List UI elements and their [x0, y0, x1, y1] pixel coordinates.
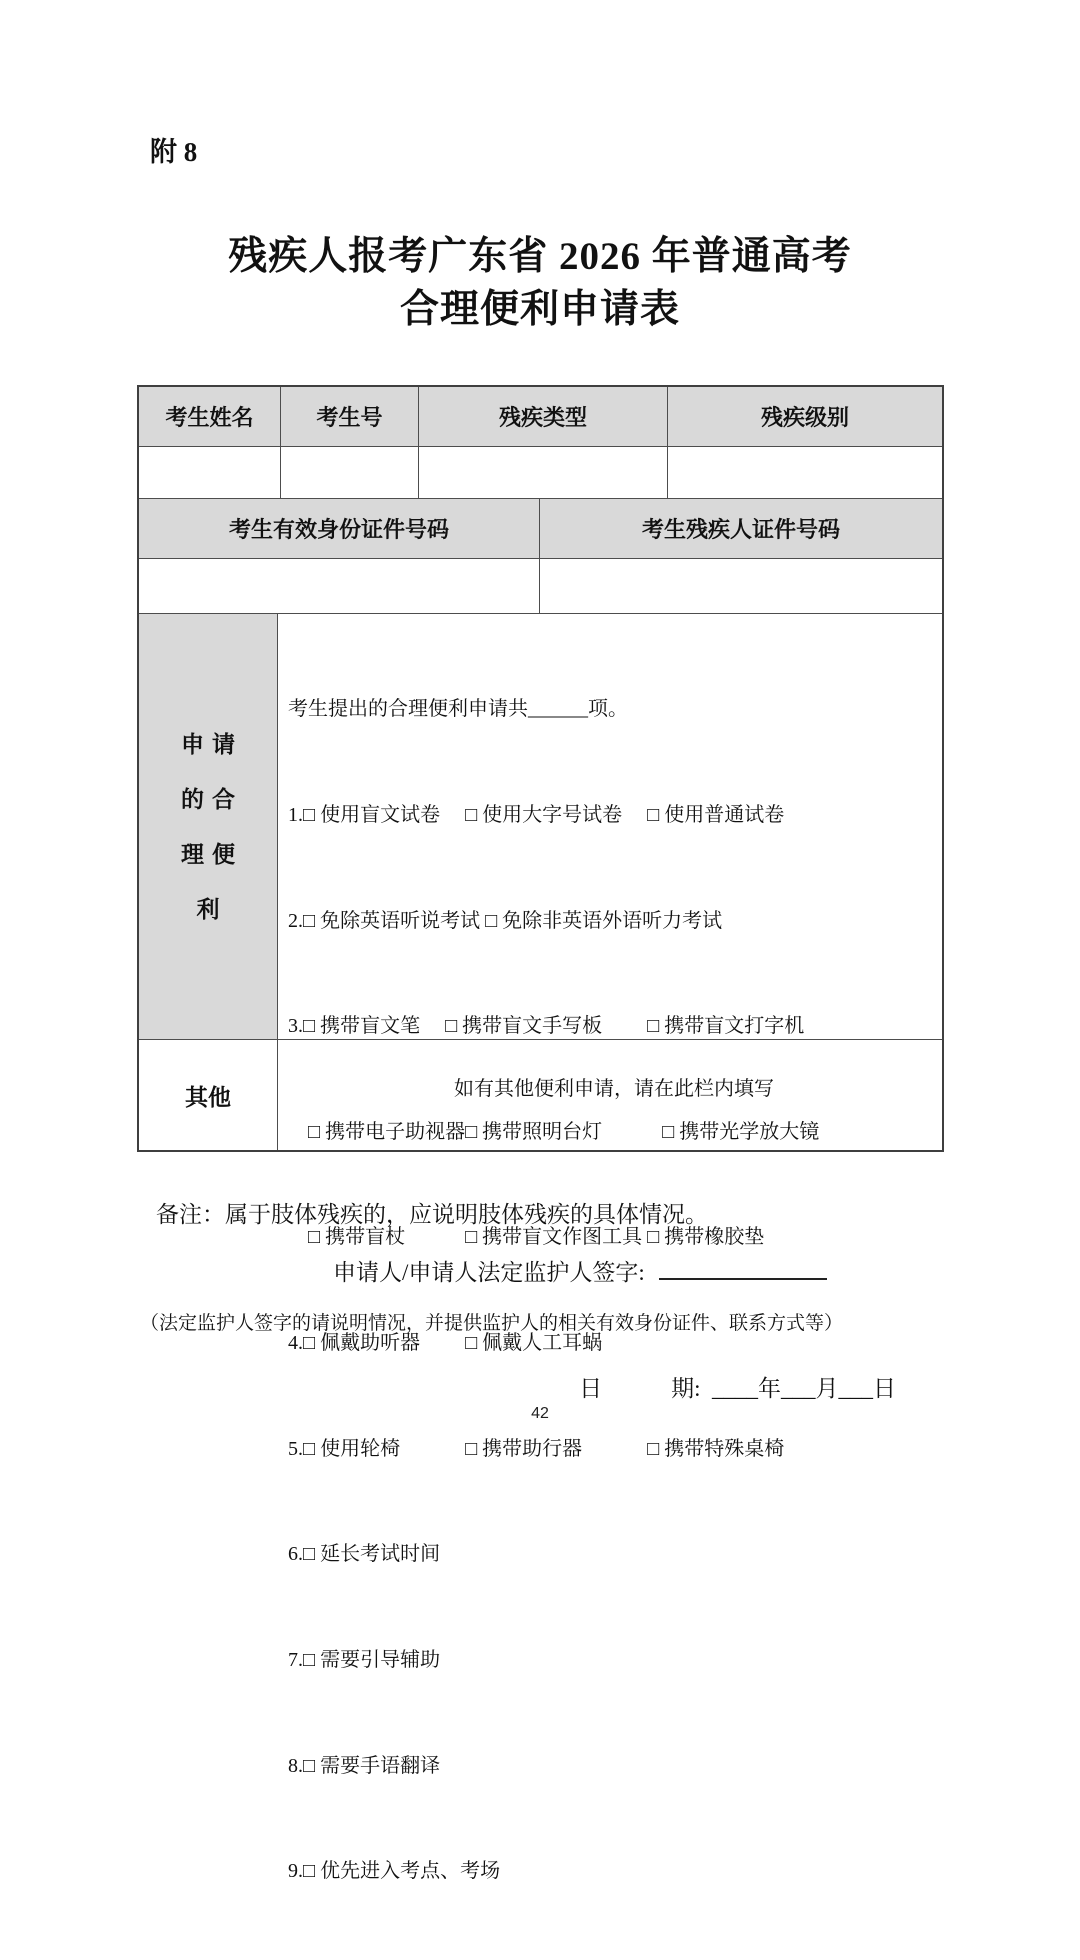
header-candidate-number: 考生号 — [281, 387, 419, 447]
accommodations-label-line: 利 — [196, 896, 228, 922]
accommodation-option-3: 3.□ 携带盲文笔 □ 携带盲文手写板 □ 携带盲文打字机 — [288, 1015, 805, 1038]
accommodation-option-4: 4.□ 佩戴助听器 □ 佩戴人工耳蜗 — [288, 1332, 603, 1355]
date-label: 日 期: — [579, 1376, 701, 1401]
accommodations-label-line: 的合 — [181, 786, 243, 812]
header-id-number: 考生有效身份证件号码 — [139, 499, 540, 559]
header-disability-cert-number: 考生残疾人证件号码 — [540, 499, 942, 559]
accommodations-row-label — [139, 614, 278, 1040]
candidate-info-section — [139, 387, 942, 499]
other-row-label: 其他 — [139, 1040, 278, 1150]
disability-type-cell — [419, 447, 668, 499]
accommodation-option-7: 7.□ 需要引导辅助 — [288, 1648, 441, 1671]
accommodation-option-3c: □ 携带盲杖 □ 携带盲文作图工具 □ 携带橡胶垫 — [288, 1226, 765, 1249]
accommodation-option-3b: □ 携带电子助视器□ 携带照明台灯 □ 携带光学放大镜 — [288, 1120, 820, 1143]
disability-level-cell — [668, 447, 942, 499]
accommodations-label-line: 理便 — [181, 841, 243, 867]
accommodations-label-line: 申请 — [181, 731, 243, 757]
accommodation-option-6: 6.□ 延长考试时间 — [288, 1543, 441, 1566]
disability-cert-number-cell — [540, 559, 942, 614]
attachment-label: 附 8 — [150, 137, 198, 167]
accommodation-option-8: 8.□ 需要手语翻译 — [288, 1754, 441, 1777]
remark-note: 备注：属于肢体残疾的，应说明肢体残疾的具体情况。 — [156, 1202, 708, 1227]
form-title-line1: 残疾人报考广东省 2026 年普通高考 — [228, 235, 852, 278]
signature-line — [333, 1254, 827, 1287]
accommodation-option-5: 5.□ 使用轮椅 □ 携带助行器 □ 携带特殊桌椅 — [288, 1437, 785, 1460]
other-hint: 如有其他便利申请，请在此栏内填写 — [454, 1078, 774, 1100]
id-number-cell — [139, 559, 540, 614]
candidate-name-cell — [139, 447, 281, 499]
date-blanks: ____年___月___日 — [700, 1376, 896, 1401]
header-candidate-name: 考生姓名 — [139, 387, 281, 447]
form-title — [0, 230, 1080, 336]
accommodation-option-2: 2.□ 免除英语听说考试 □ 免除非英语外语听力考试 — [288, 909, 723, 932]
candidate-number-cell — [281, 447, 419, 499]
other-section — [139, 1040, 942, 1150]
header-disability-type: 残疾类型 — [419, 387, 668, 447]
accommodations-intro: 考生提出的合理便利申请共______项。 — [288, 698, 628, 721]
id-numbers-section — [139, 499, 942, 614]
accommodation-option-9: 9.□ 优先进入考点、考场 — [288, 1860, 501, 1883]
signature-label: 申请人/申请人法定监护人签字: — [333, 1260, 645, 1285]
header-disability-level: 残疾级别 — [668, 387, 942, 447]
page-number: 42 — [531, 1405, 549, 1422]
guardian-note: （法定监护人签字的请说明情况，并提供监护人的相关有效身份证件、联系方式等） — [140, 1313, 844, 1334]
signature-blank — [659, 1254, 827, 1280]
accommodation-option-1: 1.□ 使用盲文试卷 □ 使用大字号试卷 □ 使用普通试卷 — [288, 804, 785, 827]
form-title-line2: 合理便利申请表 — [399, 288, 680, 331]
